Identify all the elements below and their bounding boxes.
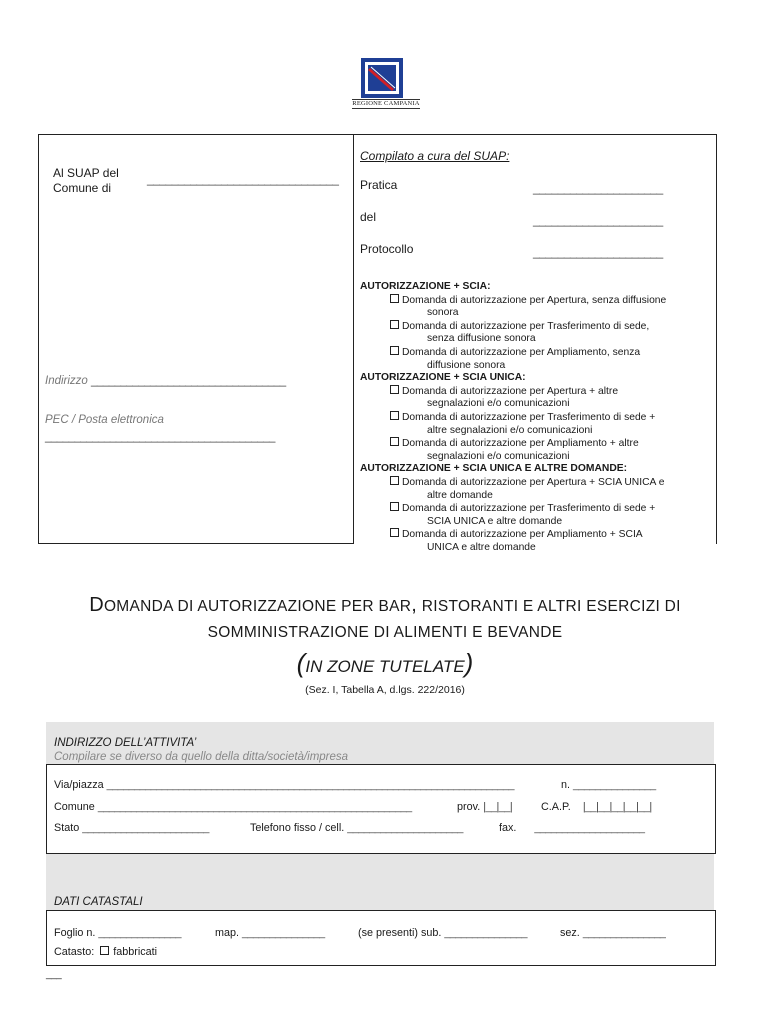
prov-row: prov. |__|__| — [457, 801, 513, 813]
protocollo-field[interactable]: _____________________ — [533, 245, 663, 259]
legal-reference: (Sez. I, Tabella A, d.lgs. 222/2016) — [305, 684, 465, 696]
checkbox-icon[interactable] — [390, 385, 399, 394]
catastali-section-header — [46, 854, 714, 912]
catastali-section-box — [46, 910, 716, 966]
suap-recipient-box — [38, 134, 354, 544]
numero-field[interactable]: _______________ — [573, 779, 656, 791]
logo-text: REGIONE CAMPANIA — [352, 100, 420, 107]
option-group-heading: AUTORIZZAZIONE + SCIA: — [360, 281, 491, 292]
catasto-row: Catasto: fabbricati — [54, 946, 158, 958]
indirizzo-section-title: INDIRIZZO DELL’ATTIVITA’ — [54, 737, 197, 749]
option-item[interactable]: Domanda di autorizzazione per Trasferimento di sede + altre segnalazioni e/o comunicazioni — [360, 411, 712, 437]
comune-attivita-field[interactable]: _________________________________________________________ — [97, 801, 412, 813]
pratica-label: Pratica — [360, 178, 398, 192]
sub-row: (se presenti) sub. _______________ — [358, 927, 527, 939]
fabbricati-checkbox[interactable] — [100, 946, 109, 955]
checkbox-icon[interactable] — [390, 320, 399, 329]
pratica-field[interactable]: _____________________ — [533, 181, 663, 195]
sez-field[interactable]: _______________ — [582, 927, 666, 939]
foglio-field[interactable]: _______________ — [98, 927, 181, 939]
checkbox-icon[interactable] — [390, 528, 399, 537]
checkbox-icon[interactable] — [390, 476, 399, 485]
option-item[interactable]: Domanda di autorizzazione per Apertura, senza diffusione sonora — [360, 294, 712, 320]
sez-row: sez. _______________ — [560, 927, 666, 939]
prov-field[interactable]: |__|__| — [483, 801, 513, 813]
request-type-options — [360, 281, 712, 554]
indirizzo-field[interactable]: Indirizzo _________________________________ — [45, 375, 286, 387]
compilato-heading: Compilato a cura del SUAP: — [360, 149, 510, 163]
checkbox-icon[interactable] — [390, 502, 399, 511]
option-item[interactable]: Domanda di autorizzazione per Trasferimento di sede + SCIA UNICA e altre domande — [360, 502, 712, 528]
indirizzo-section-subtitle: Compilare se diverso da quello della ditta/società/impresa — [54, 751, 349, 763]
via-field[interactable]: __________________________________________________________________________ — [106, 779, 514, 791]
option-group-heading: AUTORIZZAZIONE + SCIA UNICA: — [360, 372, 526, 384]
coat-of-arms-icon — [361, 58, 403, 98]
catastali-section-title: DATI CATASTALI — [54, 896, 143, 908]
indirizzo-section-box — [46, 764, 716, 854]
fax-row: fax. ____________________ — [499, 822, 645, 834]
suap-office-box — [353, 134, 717, 553]
via-row: Via/piazza __________________________________________________________________________ — [54, 779, 514, 791]
document-title: DOMANDA DI AUTORIZZAZIONE PER BAR, RISTORANTI E ALTRI ESERCIZI DI SOMMINISTRAZIONE DI ALIMENTI E BEVANDE — [89, 594, 681, 641]
suap-recipient-label: Al SUAP del Comune di — [53, 166, 119, 195]
telefono-field[interactable]: _____________________ — [347, 822, 463, 834]
pec-field[interactable]: _______________________________________ — [45, 431, 275, 443]
comune-field[interactable]: _______________________________ — [147, 172, 339, 186]
option-item[interactable]: Domanda di autorizzazione per Ampliamento, senza diffusione sonora — [360, 346, 712, 372]
protocollo-label: Protocollo — [360, 242, 414, 256]
footer-mark: ___ — [46, 969, 62, 980]
option-item[interactable]: Domanda di autorizzazione per Apertura + altre segnalazioni e/o comunicazioni — [360, 385, 712, 411]
checkbox-icon[interactable] — [390, 437, 399, 446]
comune-row: Comune _________________________________________________________ — [54, 801, 412, 813]
cap-field[interactable]: |__|__|__|__|__| — [582, 801, 652, 813]
fax-field[interactable]: ____________________ — [534, 822, 645, 834]
foglio-row: Foglio n. _______________ — [54, 927, 181, 939]
cap-row: C.A.P. |__|__|__|__|__| — [541, 801, 652, 813]
sub-field[interactable]: _______________ — [444, 927, 527, 939]
option-item[interactable]: Domanda di autorizzazione per Ampliamento + altre segnalazioni e/o comunicazioni — [360, 437, 712, 463]
numero-row: n. _______________ — [561, 779, 656, 791]
checkbox-icon[interactable] — [390, 294, 399, 303]
stato-row: Stato _______________________ — [54, 822, 209, 834]
del-field[interactable]: _____________________ — [533, 213, 663, 227]
document-subtitle: (IN ZONE TUTELATE) — [296, 648, 474, 678]
checkbox-icon[interactable] — [390, 346, 399, 355]
map-field[interactable]: _______________ — [242, 927, 325, 939]
option-item[interactable]: Domanda di autorizzazione per Apertura + SCIA UNICA e altre domande — [360, 476, 712, 502]
option-item[interactable]: Domanda di autorizzazione per Trasferimento di sede, senza diffusione sonora — [360, 320, 712, 346]
telefono-row: Telefono fisso / cell. _____________________ — [250, 822, 463, 834]
regione-campania-logo — [352, 58, 420, 116]
option-group-heading: AUTORIZZAZIONE + SCIA UNICA E ALTRE DOMANDE: — [360, 463, 628, 475]
pec-label: PEC / Posta elettronica — [45, 414, 164, 426]
map-row: map. _______________ — [215, 927, 325, 939]
checkbox-icon[interactable] — [390, 411, 399, 420]
stato-field[interactable]: _______________________ — [82, 822, 209, 834]
del-label: del — [360, 210, 377, 224]
option-item[interactable]: Domanda di autorizzazione per Ampliamento + SCIA UNICA e altre domande — [360, 528, 712, 554]
